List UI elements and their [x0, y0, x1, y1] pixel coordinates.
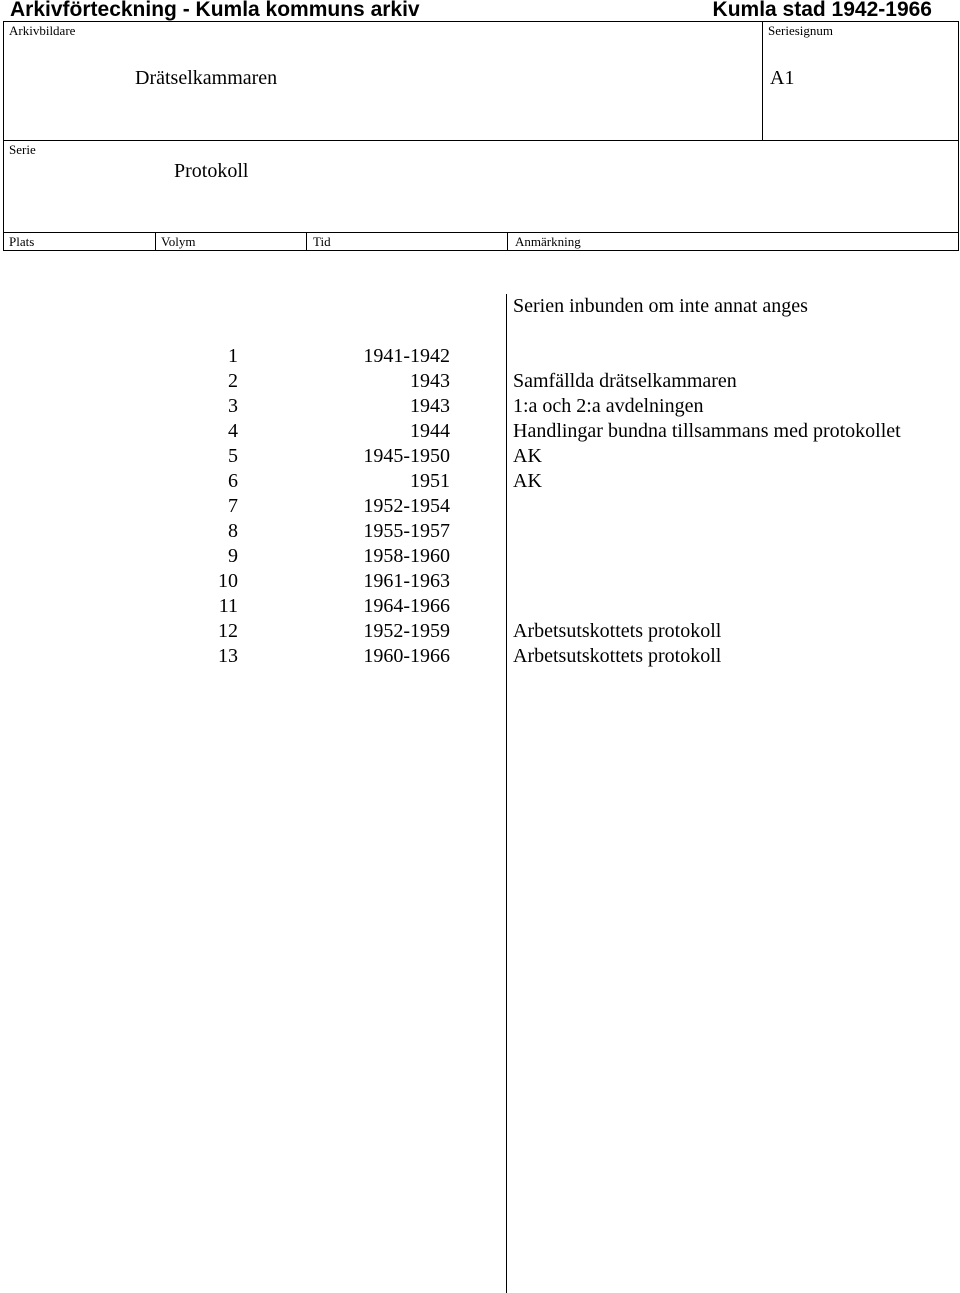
row-tid: 1960-1966	[363, 645, 450, 667]
row-tid: 1944	[410, 420, 450, 442]
row-plats: 10	[218, 570, 238, 592]
series-label: Serie	[9, 142, 36, 157]
row-anmarkning: Arbetsutskottets protokoll	[513, 620, 722, 642]
row-plats: 2	[228, 370, 238, 392]
row-plats: 9	[228, 545, 238, 567]
row-plats: 3	[228, 395, 238, 417]
row-plats: 6	[228, 470, 238, 492]
document-title: Arkivförteckning - Kumla kommuns arkiv	[10, 0, 420, 21]
series-value: Protokoll	[174, 160, 249, 182]
row-tid: 1952-1954	[363, 495, 450, 517]
row-tid: 1951	[410, 470, 450, 492]
row-tid: 1945-1950	[363, 445, 450, 467]
row-tid: 1941-1942	[363, 345, 450, 367]
archive-creator-label: Arkivbildare	[9, 23, 76, 38]
column-header-tid: Tid	[313, 234, 331, 249]
row-plats: 8	[228, 520, 238, 542]
row-plats: 7	[228, 495, 238, 517]
row-anmarkning: AK	[513, 445, 542, 467]
series-note: Serien inbunden om inte annat anges	[513, 295, 808, 317]
row-anmarkning: Handlingar bundna tillsammans med protokollet	[513, 420, 901, 442]
row-plats: 11	[218, 595, 238, 617]
document-scope: Kumla stad 1942-1966	[712, 0, 932, 21]
row-tid: 1961-1963	[363, 570, 450, 592]
column-divider	[306, 232, 307, 251]
archive-creator-box	[3, 21, 763, 141]
series-signum-label: Seriesignum	[768, 23, 833, 38]
column-header-volym: Volym	[161, 234, 196, 249]
column-divider	[507, 232, 508, 251]
row-tid: 1958-1960	[363, 545, 450, 567]
row-anmarkning: Samfällda drätselkammaren	[513, 370, 737, 392]
column-header-row	[3, 232, 959, 251]
column-divider	[155, 232, 156, 251]
archive-creator-value: Drätselkammaren	[135, 67, 278, 89]
column-header-plats: Plats	[9, 234, 35, 249]
row-tid: 1943	[410, 395, 450, 417]
row-plats: 13	[218, 645, 238, 667]
row-tid: 1964-1966	[363, 595, 450, 617]
column-header-anmarkning: Anmärkning	[515, 234, 581, 249]
body-column-divider	[506, 294, 507, 1293]
row-anmarkning: Arbetsutskottets protokoll	[513, 645, 722, 667]
row-anmarkning: AK	[513, 470, 542, 492]
row-plats: 1	[228, 345, 238, 367]
row-tid: 1952-1959	[363, 620, 450, 642]
row-plats: 12	[218, 620, 238, 642]
row-anmarkning: 1:a och 2:a avdelningen	[513, 395, 704, 417]
row-tid: 1955-1957	[363, 520, 450, 542]
row-plats: 5	[228, 445, 238, 467]
series-box	[3, 140, 959, 233]
row-tid: 1943	[410, 370, 450, 392]
series-signum-value: A1	[770, 67, 795, 89]
row-plats: 4	[228, 420, 238, 442]
